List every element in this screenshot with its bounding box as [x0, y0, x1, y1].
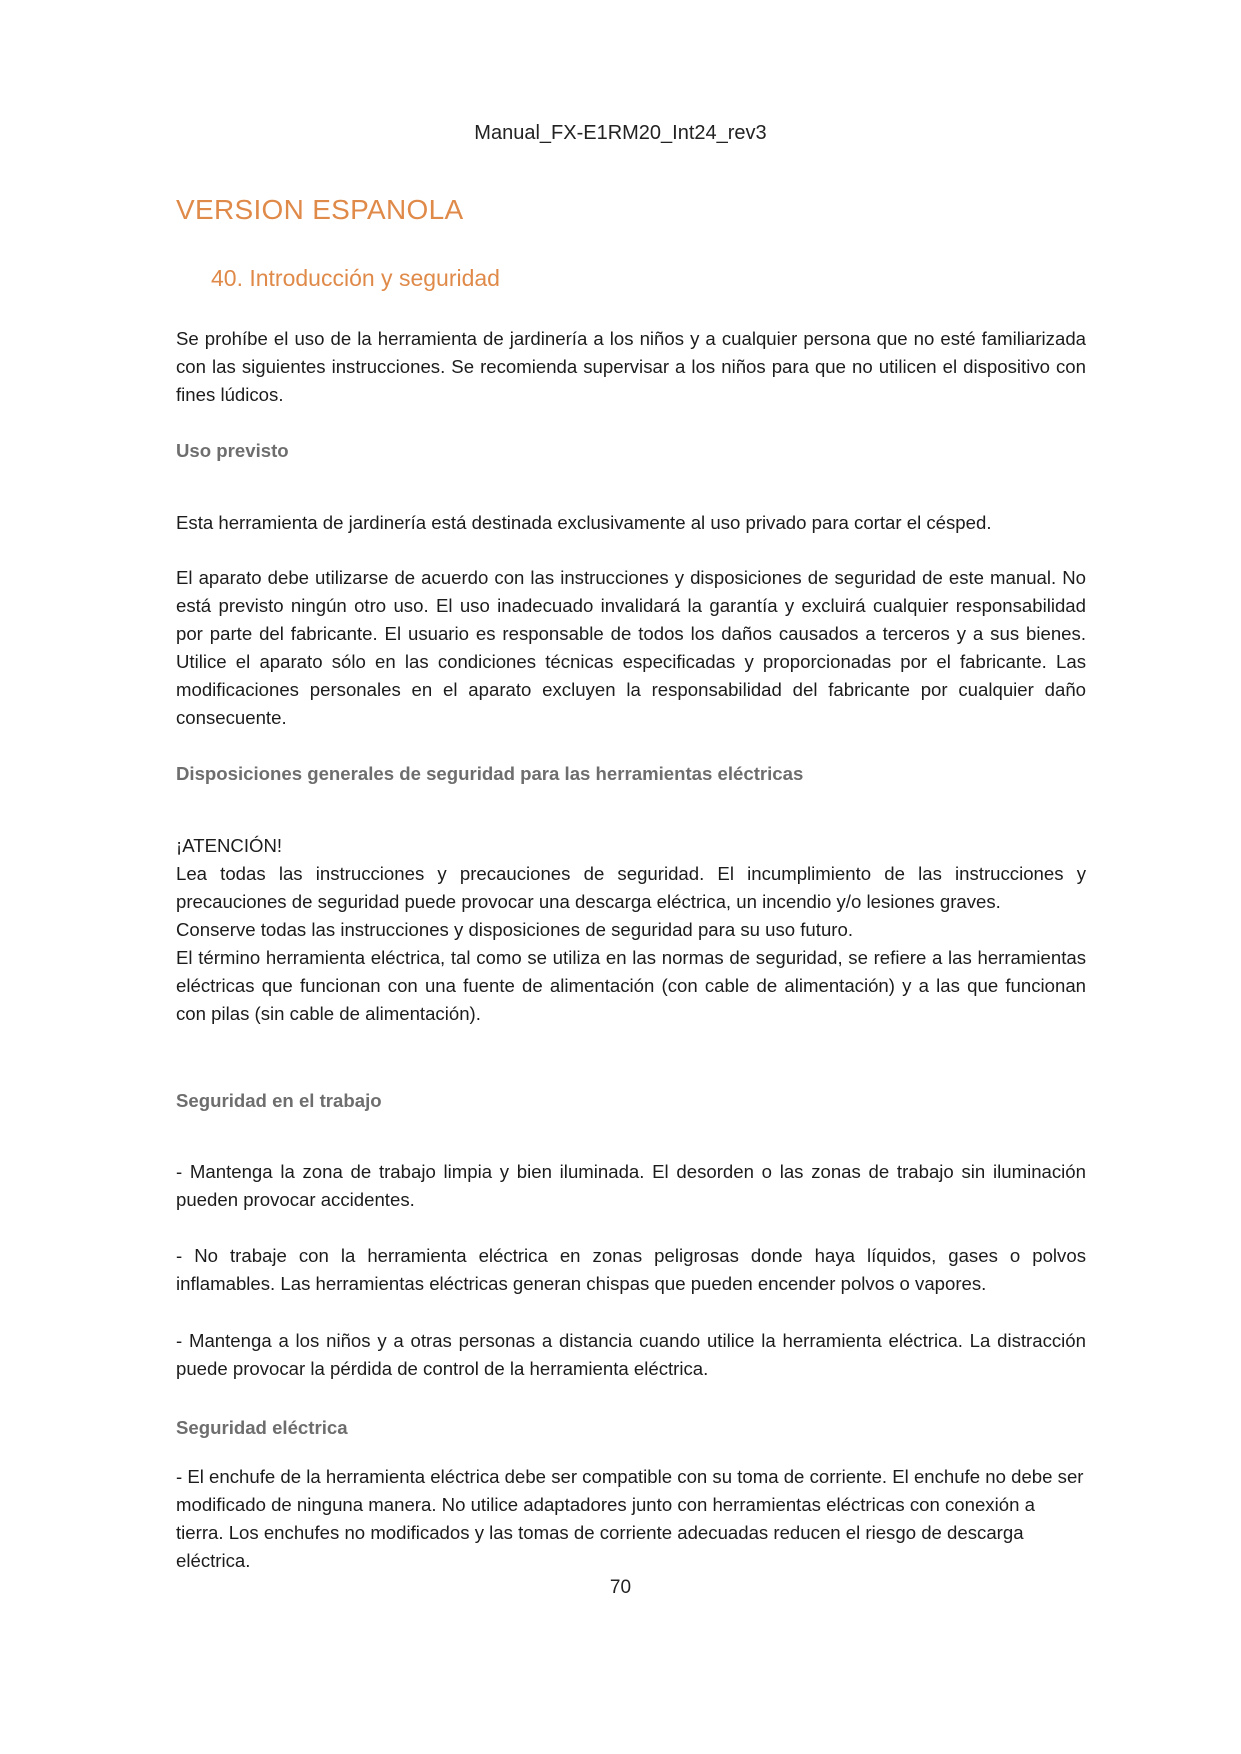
- trabajo-item-1: - Mantenga la zona de trabajo limpia y bien iluminada. El desorden o las zonas de trabajo sin iluminación pueden provocar accidentes.: [176, 1161, 1086, 1210]
- page-number: 70: [609, 1577, 632, 1598]
- attention-label: ¡ATENCIÓN!: [176, 835, 283, 856]
- heading-uso-previsto: Uso previsto: [176, 440, 289, 461]
- electrica-paragraph-1: - El enchufe de la herramienta eléctrica debe ser compatible con su toma de corriente. El enchufe no debe ser modificado de ninguna manera. No utilice adaptadores junto con herramientas eléctricas con conexión a tierra. Los enchufes no modificados y las tomas de corriente adecuadas reducen el riesgo de descarga eléctrica.: [176, 1466, 1084, 1571]
- trabajo-item-3: - Mantenga a los niños y a otras personas a distancia cuando utilice la herramienta eléctrica. La distracción puede provocar la pérdida de control de la herramienta eléctrica.: [176, 1330, 1086, 1379]
- trabajo-item-2: - No trabaje con la herramienta eléctrica en zonas peligrosas donde haya líquidos, gases o polvos inflamables. Las herramientas eléctricas generan chispas que pueden encender polvos o vapores.: [176, 1245, 1086, 1294]
- disposiciones-paragraph-2: Conserve todas las instrucciones y disposiciones de seguridad para su uso futuro.: [176, 919, 853, 940]
- heading-disposiciones: Disposiciones generales de seguridad para las herramientas eléctricas: [176, 763, 804, 784]
- document-title: VERSION ESPANOLA: [176, 194, 464, 225]
- uso-previsto-paragraph-2: El aparato debe utilizarse de acuerdo con las instrucciones y disposiciones de seguridad de este manual. No está previsto ningún otro uso. El uso inadecuado invalidará la garantía y excluirá cualquier responsabilidad por parte del fabricante. El usuario es responsable de todos los daños causados a terceros y a sus bienes. Utilice el aparato sólo en las condiciones técnicas especificadas y proporcionadas por el fabricante. Las modificaciones personales en el aparato excluyen la responsabilidad del fabricante por cualquier daño consecuente.: [176, 567, 1086, 728]
- uso-previsto-paragraph-1: Esta herramienta de jardinería está destinada exclusivamente al uso privado para cortar el césped.: [176, 512, 992, 533]
- heading-seguridad-trabajo: Seguridad en el trabajo: [176, 1090, 382, 1111]
- disposiciones-paragraph-3: El término herramienta eléctrica, tal como se utiliza en las normas de seguridad, se refiere a las herramientas eléctricas que funcionan con una fuente de alimentación (con cable de alimentación) y a las que funcionan con pilas (sin cable de alimentación).: [176, 947, 1086, 1024]
- page-header: Manual_FX-E1RM20_Int24_rev3: [474, 122, 767, 144]
- intro-paragraph: Se prohíbe el uso de la herramienta de jardinería a los niños y a cualquier persona que no esté familiarizada con las siguientes instrucciones. Se recomienda supervisar a los niños para que no utilicen el dispositivo con fines lúdicos.: [176, 328, 1086, 405]
- section-title: 40. Introducción y seguridad: [211, 265, 500, 291]
- heading-seguridad-electrica: Seguridad eléctrica: [176, 1417, 348, 1438]
- disposiciones-paragraph-1: Lea todas las instrucciones y precauciones de seguridad. El incumplimiento de las instrucciones y precauciones de seguridad puede provocar una descarga eléctrica, un incendio y/o lesiones graves.: [176, 863, 1086, 912]
